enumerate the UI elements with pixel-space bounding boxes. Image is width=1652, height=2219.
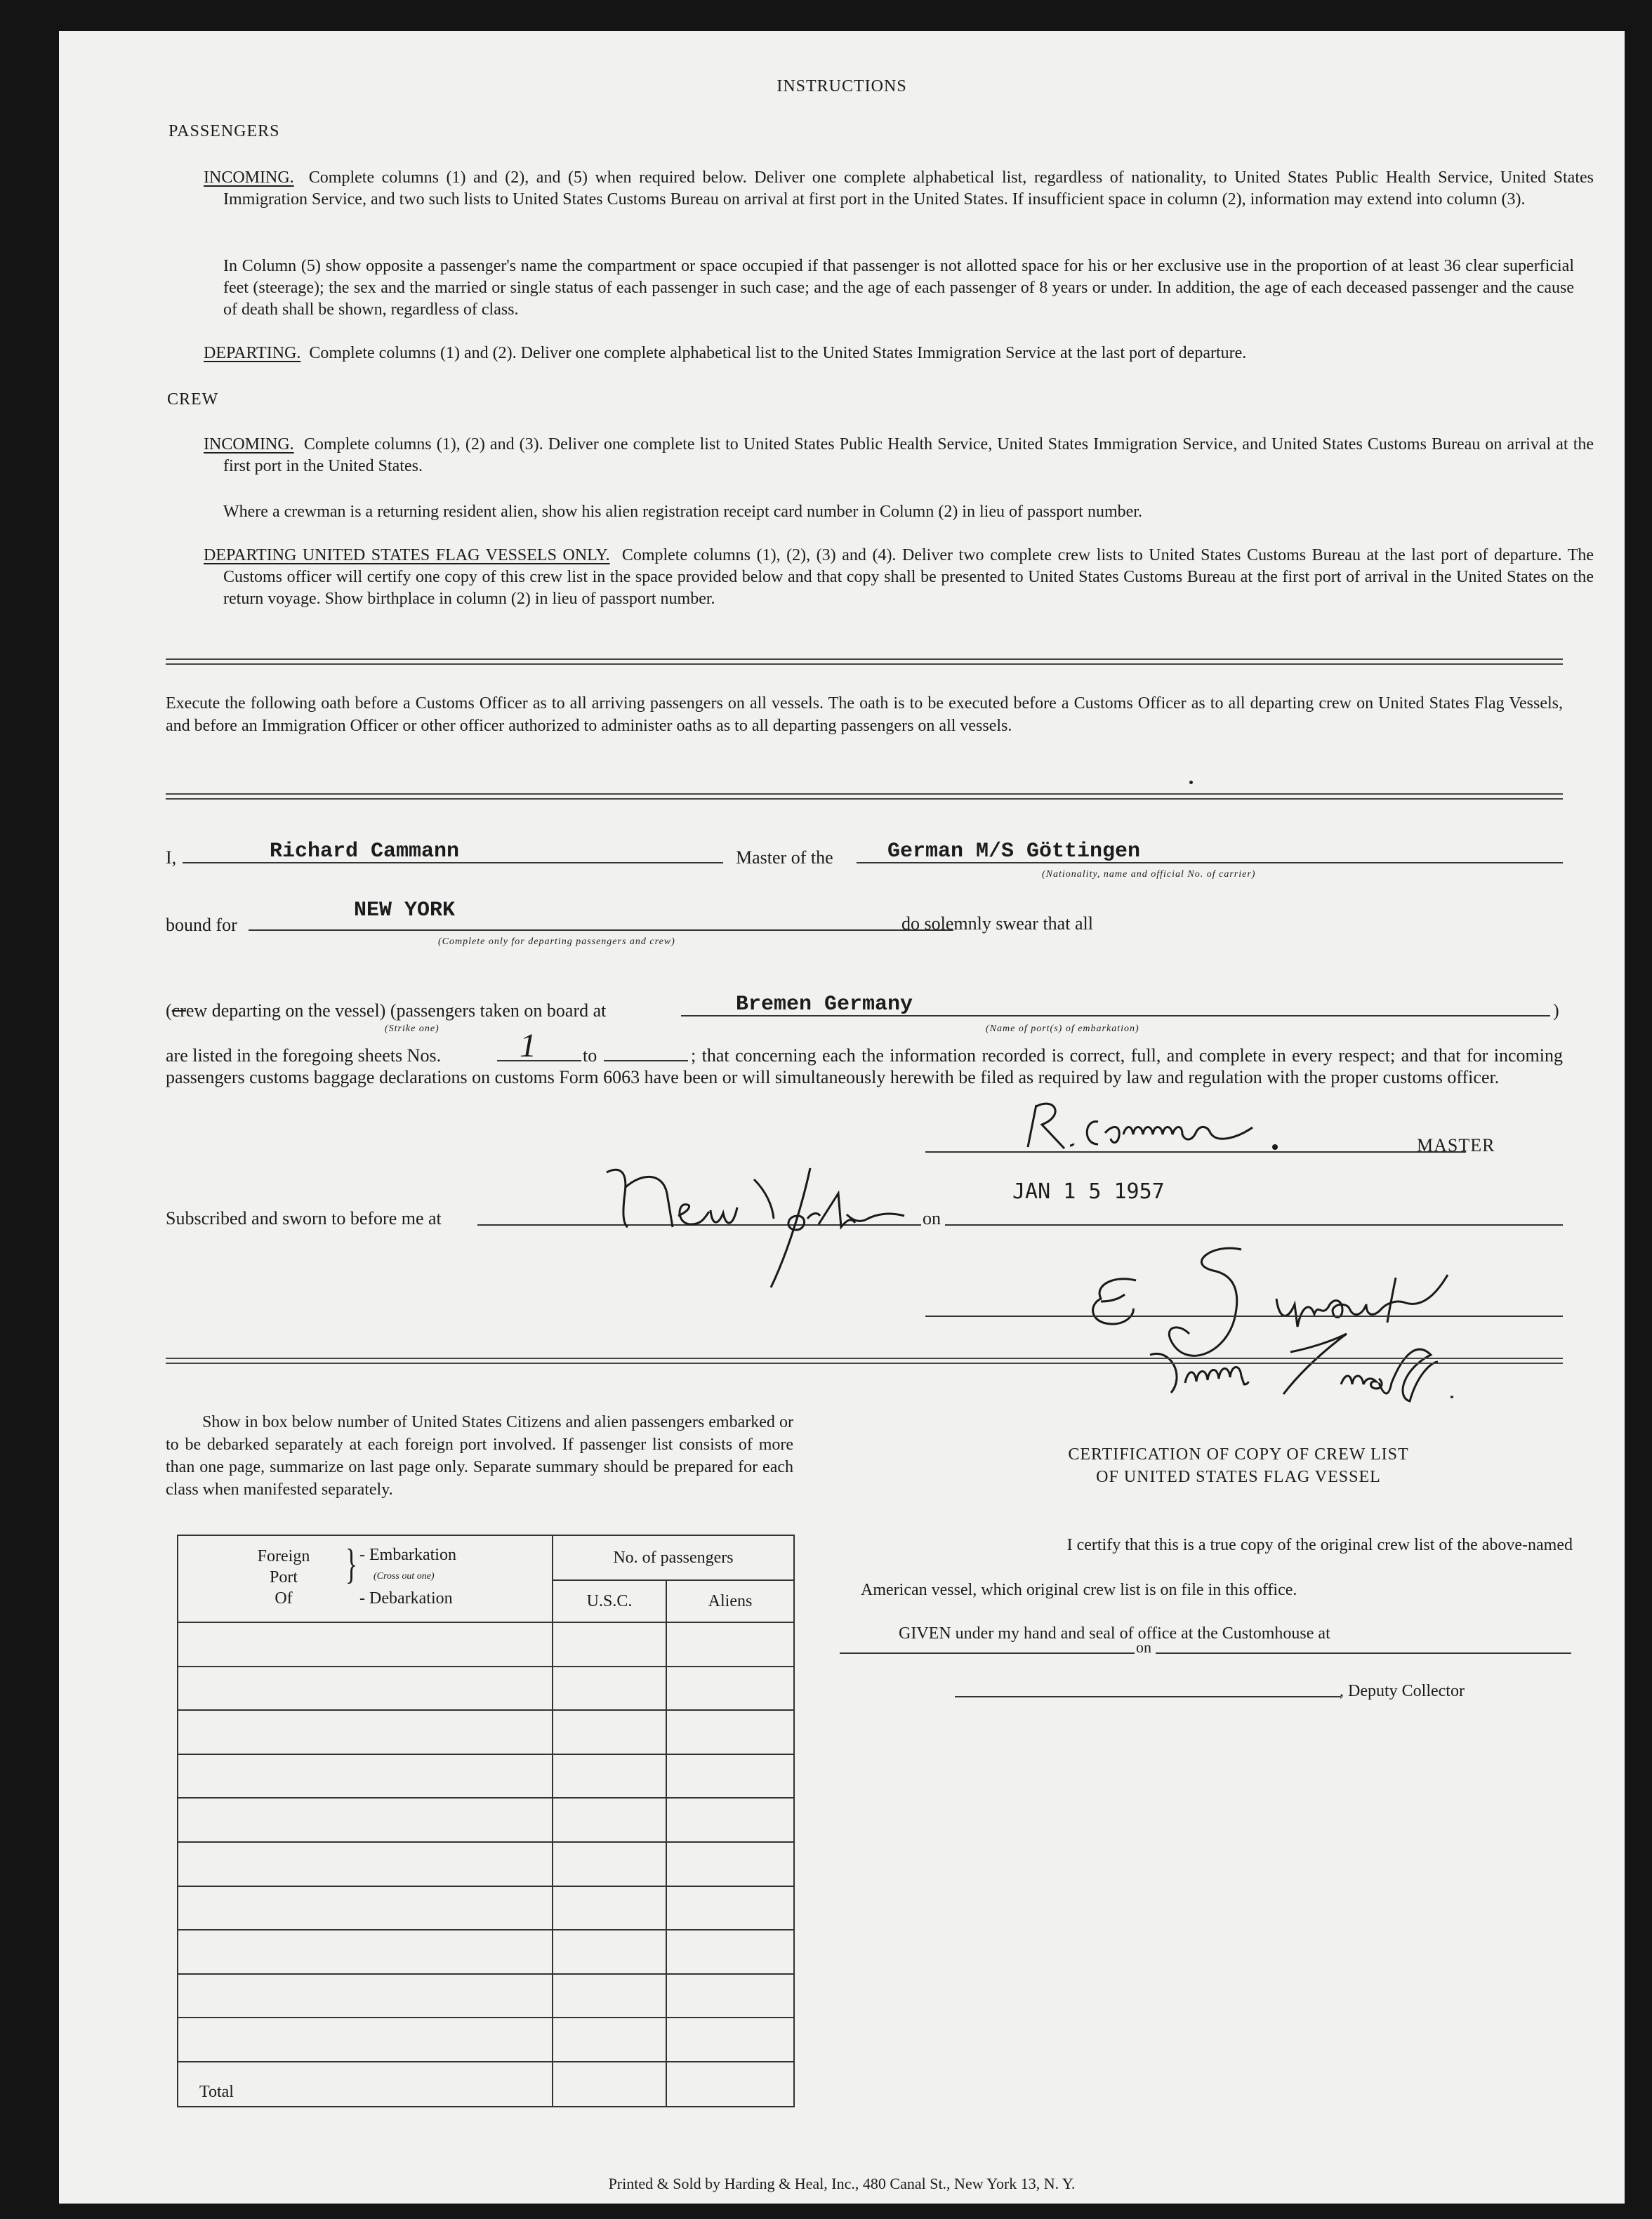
certification-line1: I certify that this is a true copy of the original crew list of the above-named [1066, 1536, 1573, 1554]
usc-cell[interactable] [553, 1710, 666, 1754]
col-foreign: Foreign [257, 1547, 310, 1565]
on-label: on [923, 1208, 941, 1228]
aliens-cell[interactable] [666, 1798, 794, 1842]
usc-cell[interactable] [553, 1974, 666, 2018]
table-row [178, 1667, 794, 1711]
crew-incoming-text: Complete columns (1), (2) and (3). Deliver one complete list to United States Public Health Service, United States Immigration Service, and United States Customs Bureau on arrival at the first port in the United States. [223, 435, 1594, 475]
crew-departing-paragraph [204, 545, 1594, 610]
passenger-column5-paragraph: In Column (5) show opposite a passenger's name the compartment or space occupied if that passenger is not allotted space for his or her exclusive use in the proportion of at least 36 clear superficial feet (steerage); the sex and the married or single status of each passenger in such case; and the age of each passenger of 8 years or under. In addition, the age of each deceased passenger and the cause of death shall be shown, regardless of class. [223, 257, 1574, 319]
usc-cell[interactable] [553, 1930, 666, 1974]
port-cell[interactable] [178, 1667, 553, 1711]
col-debarkation: - Debarkation [359, 1589, 453, 1608]
section-divider [166, 658, 1563, 665]
destination-caption: (Complete only for departing passengers and crew) [438, 936, 675, 947]
port-header-cell [178, 1535, 553, 1622]
sworn-place-handwriting [600, 1151, 916, 1292]
aliens-cell[interactable] [666, 1886, 794, 1930]
open-paren: ( [166, 1000, 172, 1021]
port-cell[interactable] [178, 1710, 553, 1754]
passenger-summary-table [177, 1535, 795, 2107]
master-of-label: Master of the [736, 847, 833, 868]
aliens-cell[interactable] [666, 2018, 794, 2062]
usc-cell[interactable] [553, 1754, 666, 1799]
certification-title [913, 1443, 1564, 1488]
subscribed-label: Subscribed and sworn to before me at [166, 1208, 442, 1228]
port-field[interactable]: Bremen Germany [736, 993, 913, 1016]
vessel-caption: (Nationality, name and official No. of carrier) [1042, 869, 1256, 880]
bound-for-label: bound for [166, 915, 237, 935]
port-cell[interactable] [178, 1974, 553, 2018]
listed-text [166, 1045, 1563, 1088]
certification-date-line [1156, 1652, 1571, 1654]
certification-line3: GIVEN under my hand and seal of office at the Customhouse at [899, 1624, 1330, 1643]
crew-departing-text: Complete columns (1), (2), (3) and (4). Deliver two complete crew lists to United States Customs Bureau at the last port of departure. The Customs officer will certify one copy of this crew list in the space provided below and that copy shall be presented to United States Customs Bureau at the first port of arrival in the United States on the return voyage. Show birthplace in column (2) in lieu of passport number. [223, 546, 1594, 608]
port-cell[interactable] [178, 2018, 553, 2062]
aliens-cell[interactable] [666, 1622, 794, 1667]
passenger-departing-label: DEPARTING. [204, 344, 301, 362]
table-row [178, 2018, 794, 2062]
summary-rows [178, 1622, 794, 2107]
crew-passengers-line [166, 1000, 606, 1022]
table-row [178, 1930, 794, 1974]
vessel-field[interactable]: German M/S Göttingen [887, 840, 1141, 863]
ink-dot [1189, 781, 1193, 784]
instructions-title: INSTRUCTIONS [777, 77, 907, 95]
crew-departing-text: ew departing on the vessel) (passengers taken on board at [185, 1000, 607, 1021]
deputy-collector-label: , Deputy Collector [1340, 1682, 1465, 1700]
section-divider [166, 1358, 1563, 1364]
officer-signature [1066, 1236, 1585, 1418]
crew-struck-text: cr [171, 1000, 186, 1021]
listed-text-body: ; that concerning each the information recorded is correct, full, and complete in every respect; and that for incoming passengers customs baggage declarations on customs Form 6063 have been or will simultaneously herewith be filed as required by law and regulation with the proper customs officer. [166, 1045, 1563, 1087]
usc-cell[interactable] [553, 1622, 666, 1667]
usc-cell[interactable] [553, 1886, 666, 1930]
aliens-cell[interactable] [666, 1710, 794, 1754]
passenger-incoming-text: Complete columns (1) and (2), and (5) when required below. Deliver one complete alphabetical list, regardless of nationality, to United States Public Health Service, United States Immigration Service, and two such lists to United States Customs Bureau on arrival at first port in the United States. If insufficient space in column (2), information may extend into column (3). [223, 168, 1594, 208]
customhouse-place-line [840, 1652, 1135, 1654]
aliens-cell[interactable] [666, 1974, 794, 2018]
swear-text: do solemnly swear that all [901, 913, 1093, 934]
crew-incoming-paragraph [204, 434, 1594, 477]
usc-cell[interactable] [553, 1842, 666, 1886]
passenger-incoming-paragraph [204, 167, 1594, 211]
port-caption: (Name of port(s) of embarkation) [986, 1024, 1139, 1034]
col-port: Port [269, 1568, 298, 1587]
total-row [178, 2062, 794, 2107]
certification-line2: American vessel, which original crew list is on file in this office. [861, 1581, 1297, 1599]
port-cell[interactable] [178, 1798, 553, 1842]
col-embarkation: - Embarkation [359, 1546, 456, 1564]
destination-line [249, 929, 953, 931]
crew-heading: CREW [167, 390, 219, 409]
sworn-date-stamp: JAN 1 5 1957 [1012, 1179, 1165, 1204]
summary-instructions: Show in box below number of United States Citizens and alien passengers embarked or to be debarked separately at each foreign port involved. If passenger list consists of more than one page, summarize on last page only. Separate summary should be prepared for each class when manifested separately. [166, 1413, 793, 1499]
to-label: to [583, 1045, 597, 1066]
port-cell[interactable] [178, 1622, 553, 1667]
passengers-heading: PASSENGERS [168, 122, 280, 140]
brace-icon: } [345, 1541, 358, 1587]
oath-intro: Execute the following oath before a Customs Officer as to all arriving passengers on all vessels. The oath is to be executed before a Customs Officer as to all departing crew on United States Flag Vessels, and before an Immigration Officer or other officer authorized to administer oaths as to all departing passengers on all vessels. [166, 694, 1563, 735]
table-row [178, 1798, 794, 1842]
table-row [178, 1622, 794, 1667]
table-row [178, 1842, 794, 1886]
aliens-cell[interactable] [666, 1754, 794, 1799]
sheet-from-field[interactable]: 1 [520, 1027, 536, 1064]
aliens-cell[interactable] [666, 1930, 794, 1974]
usc-cell[interactable] [553, 2018, 666, 2062]
passenger-incoming-label: INCOMING. [204, 168, 294, 187]
crew-alien-paragraph: Where a crewman is a returning resident alien, show his alien registration receipt card number in Column (2) in lieu of passport number. [223, 503, 1142, 521]
port-cell[interactable] [178, 1754, 553, 1799]
close-paren: ) [1553, 1000, 1559, 1021]
table-row [178, 1886, 794, 1930]
deputy-collector-line [955, 1696, 1341, 1697]
col-aliens: Aliens [666, 1580, 794, 1622]
oath-i-label: I, [166, 847, 177, 868]
master-label: MASTER [1417, 1135, 1495, 1155]
listed-label: are listed in the foregoing sheets Nos. [166, 1045, 442, 1066]
crew-departing-label: DEPARTING UNITED STATES FLAG VESSELS ONLY. [204, 546, 610, 564]
certification-title-line1: CERTIFICATION OF COPY OF CREW LIST [1068, 1445, 1409, 1464]
port-cell[interactable] [178, 1930, 553, 1974]
master-name-field[interactable]: Richard Cammann [270, 840, 460, 863]
port-cell[interactable] [178, 1842, 553, 1886]
col-of: Of [275, 1589, 293, 1608]
table-row [178, 1754, 794, 1799]
strike-caption: (Strike one) [385, 1024, 440, 1034]
col-usc: U.S.C. [553, 1580, 666, 1622]
sworn-date-line [945, 1224, 1563, 1226]
form-page [59, 31, 1625, 2204]
port-cell[interactable] [178, 1886, 553, 1930]
col-no-passengers: No. of passengers [553, 1535, 794, 1580]
usc-cell[interactable] [553, 1667, 666, 1711]
table-row [178, 1710, 794, 1754]
total-label: Total [178, 2062, 553, 2107]
table-row [178, 1974, 794, 2018]
col-cross: (Cross out one) [374, 1571, 435, 1582]
section-divider [166, 793, 1563, 800]
aliens-cell[interactable] [666, 1842, 794, 1886]
aliens-total-cell[interactable] [666, 2062, 794, 2107]
crew-incoming-label: INCOMING. [204, 435, 294, 453]
officer-signature-line [925, 1316, 1563, 1317]
certification-title-line2: OF UNITED STATES FLAG VESSEL [1096, 1468, 1381, 1486]
destination-field[interactable]: NEW YORK [354, 899, 456, 922]
usc-cell[interactable] [553, 1798, 666, 1842]
usc-total-cell[interactable] [553, 2062, 666, 2107]
passenger-departing-text: Complete columns (1) and (2). Deliver one complete alphabetical list to the United States Immigration Service at the last port of departure. [309, 344, 1247, 362]
certification-on-label: on [1136, 1638, 1151, 1656]
printer-footer: Printed & Sold by Harding & Heal, Inc., 480 Canal St., New York 13, N. Y. [608, 2175, 1076, 2192]
passenger-departing-paragraph [204, 343, 1574, 364]
aliens-cell[interactable] [666, 1667, 794, 1711]
master-signature [1000, 1091, 1393, 1161]
